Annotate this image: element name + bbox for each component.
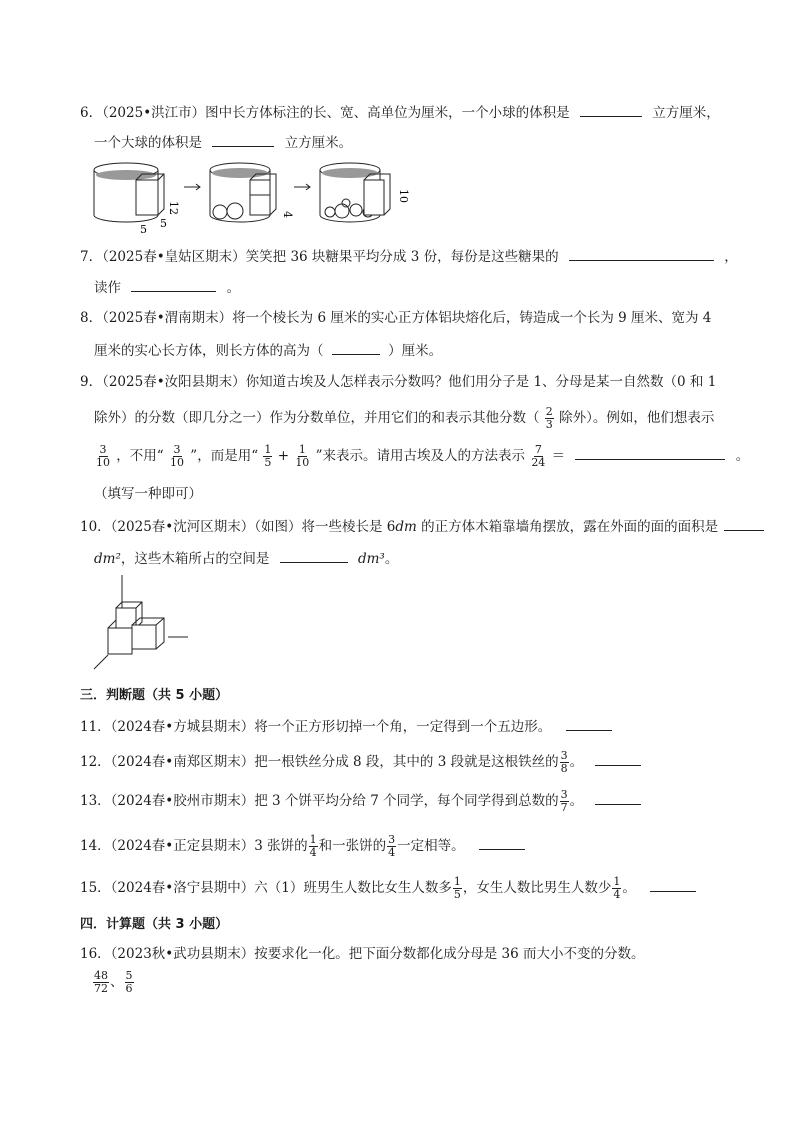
dim-12: 12	[167, 201, 180, 215]
q11-blank[interactable]	[566, 716, 612, 731]
q16: 16．（2023秋•武功县期末）按要求化一化。把下面分数都化成分母是 36 而大小不变的分数。	[80, 946, 645, 962]
q9-text-4: ”，而是用“	[190, 448, 259, 464]
fraction-3-4: $\frac{3}{4}$	[388, 833, 396, 859]
fraction-3-10-quoted: $\frac{3}{10}$	[170, 443, 184, 469]
q10-text-1: 10．（2025春•沈河区期末）（如图）将一些棱长是 6	[80, 519, 396, 535]
q8-text-1: 厘米的实心长方体，则长方体的高为（	[94, 343, 324, 359]
fraction-3-7: $\frac{3}{7}$	[560, 788, 568, 814]
q14-text-1: 14．（2024春•正定县期末）3 张饼的	[80, 838, 308, 854]
q6-text-2: 立方厘米，	[652, 105, 720, 121]
q13	[80, 789, 641, 814]
box-2	[250, 174, 276, 215]
q15-text-2: ，女生人数比男生人数少	[462, 880, 612, 896]
q6-figure	[88, 155, 408, 235]
dim-4: 4	[281, 211, 294, 218]
q9-text-3: ，不用“	[116, 448, 164, 464]
q6-text-4: 立方厘米。	[284, 135, 353, 151]
dim-10: 10	[397, 189, 410, 203]
q10-unit-dm2: dm²	[94, 551, 121, 567]
q15-blank[interactable]	[650, 877, 696, 892]
q10-line1	[80, 516, 766, 537]
q10-text-3: ，这些木箱所占的空间是	[120, 551, 270, 567]
fraction-2-3: $\frac{2}{3}$	[545, 405, 553, 431]
fraction-1-5: $\frac{1}{5}$	[264, 443, 272, 469]
q7-blank-2[interactable]	[131, 277, 216, 292]
fraction-48-72: $\frac{48}{72}$	[94, 969, 108, 995]
q12-text: 12．（2024春•南郑区期末）把一根铁丝分成 8 段，其中的 3 段就是这根铁丝的	[80, 754, 559, 770]
q13-blank[interactable]	[595, 790, 641, 805]
q6-line1	[80, 102, 720, 123]
q14-blank[interactable]	[479, 835, 525, 850]
fraction-3-10: $\frac{3}{10}$	[96, 443, 110, 469]
q9-line1: 9．（2025春•汝阳县期末）你知道古埃及人怎样表示分数吗？他们用分子是 1、分母是某一自然数（0 和 1	[80, 374, 717, 390]
q10-text-2: 的正方体木箱靠墙角摆放，露在外面的面的面积是	[416, 519, 719, 535]
fraction-5-6: $\frac{5}{6}$	[125, 969, 133, 995]
q13-tail: 。	[569, 793, 584, 809]
q9-text-2: 除外）。例如，他们想表示	[559, 410, 715, 426]
q10-line2	[94, 548, 398, 569]
section-3-heading: 三．判断题（共 5 小题）	[80, 688, 229, 703]
q8-line1: 8．（2025春•渭南期末）将一个棱长为 6 厘米的实心正方体铝块熔化后，铸造成一个长为 9 厘米、宽为 4	[80, 310, 712, 326]
equals-sign: ＝	[551, 448, 566, 464]
q7-line2	[94, 277, 240, 298]
q11-text: 11．（2024春•方城县期末）将一个正方形切掉一个角，一定得到一个五边形。	[80, 719, 552, 735]
box-3	[364, 174, 390, 215]
q6-blank-1[interactable]	[580, 102, 642, 117]
q10-cube-figure	[90, 575, 190, 670]
q14-text-3: 一定相等。	[397, 838, 465, 854]
dim-5a: 5	[140, 223, 147, 236]
q7-line1	[80, 246, 738, 267]
q7-text-4: 。	[226, 280, 241, 296]
q13-text: 13．（2024春•胶州市期末）把 3 个饼平均分给 7 个同学，每个同学得到总数的	[80, 793, 559, 809]
q9-line2	[94, 406, 714, 431]
q9-text-1: 除外）的分数（即几分之一）作为分数单位，并用它们的和表示其他分数（	[94, 410, 540, 426]
q8-blank[interactable]	[332, 340, 380, 355]
q9-text-5: ”来表示。请用古埃及人的方法表示	[315, 448, 526, 464]
q10-blank-2[interactable]	[280, 548, 348, 563]
q10-unit-dm3: dm³	[357, 551, 385, 567]
q14	[80, 834, 525, 859]
fraction-1-5-b: $\frac{1}{5}$	[453, 875, 461, 901]
q6-text-3: 一个大球的体积是	[94, 135, 202, 151]
q16-fractions	[92, 970, 135, 995]
box-1	[136, 174, 164, 215]
q16-separator: 、	[110, 974, 124, 990]
q12	[80, 750, 641, 775]
fraction-1-4: $\frac{1}{4}$	[309, 833, 317, 859]
q8-line2	[94, 340, 442, 361]
q8-text-2: ）厘米。	[388, 343, 443, 359]
q9-line3	[94, 444, 749, 469]
q9-period: 。	[735, 448, 750, 464]
q14-text-2: 和一张饼的	[318, 838, 387, 854]
fraction-7-24: $\frac{7}{24}$	[531, 443, 546, 469]
q9-blank[interactable]	[575, 445, 725, 460]
q6-text-1: 6．（2025•洪江市）图中长方体标注的长、宽、高单位为厘米，一个小球的体积是	[80, 105, 570, 121]
q15-text-3: 。	[622, 880, 636, 896]
q15	[80, 876, 696, 901]
q15-text-1: 15．（2024春•洛宁县期中）六（1）班男生人数比女生人数多	[80, 880, 452, 896]
q7-text-3: 读作	[94, 280, 121, 296]
q7-blank-1[interactable]	[569, 246, 714, 261]
section-4-heading: 四．计算题（共 3 小题）	[80, 917, 229, 932]
q10-blank-1[interactable]	[724, 516, 764, 531]
q12-blank[interactable]	[595, 751, 641, 766]
fraction-1-10: $\frac{1}{10}$	[295, 443, 310, 469]
q9-line4: （填写一种即可）	[94, 486, 202, 502]
q10-unit-dm: dm	[395, 519, 417, 535]
fraction-3-8: $\frac{3}{8}$	[560, 749, 568, 775]
q11	[80, 716, 612, 737]
q7-text-2: ，	[724, 249, 738, 265]
q10-text-4: 。	[384, 551, 399, 567]
plus-sign: +	[277, 448, 290, 464]
q6-line2	[94, 132, 352, 153]
q6-blank-2[interactable]	[212, 132, 274, 147]
q7-text-1: 7．（2025春•皇姑区期末）笑笑把 36 块糖果平均分成 3 份，每份是这些糖果的	[80, 249, 559, 265]
dim-5b: 5	[160, 217, 167, 230]
fraction-1-4-b: $\frac{1}{4}$	[613, 875, 621, 901]
q12-tail: 。	[569, 754, 584, 770]
